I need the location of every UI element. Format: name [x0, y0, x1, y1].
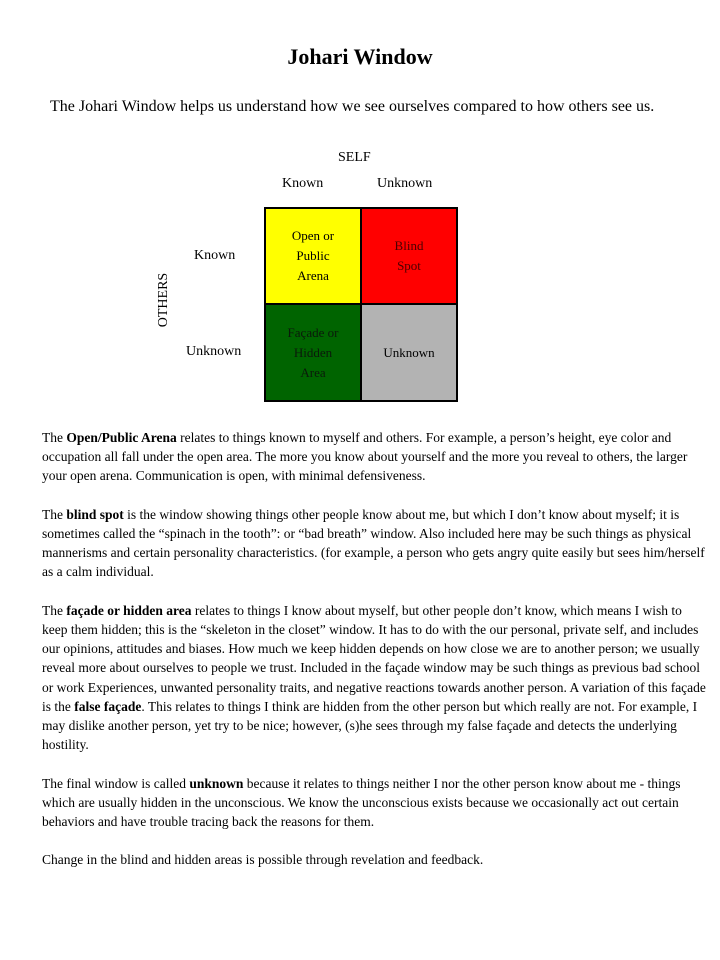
bold-term: blind spot: [66, 506, 124, 522]
paragraph-open-arena: [42, 428, 710, 486]
paragraph-blind-spot: [42, 505, 710, 582]
quadrant-label-line: Unknown: [383, 344, 435, 360]
quadrant-label-line: Area: [300, 364, 326, 380]
bold-term: unknown: [189, 775, 244, 791]
text-run: because it relates to things neither I nor the other person know about me - things which are usually hidden in the unconscious. We know the unconscious exists because we occasionally act out certain behaviors and have trouble tracing back the reasons for them.: [42, 775, 681, 830]
column-known-label: Known: [282, 176, 324, 191]
quadrant-label-line: Hidden: [293, 344, 333, 360]
bold-term: Open/Public Arena: [66, 430, 177, 445]
text-run: The: [42, 506, 67, 522]
body-text: [42, 428, 710, 889]
text-run: relates to things known to myself and others. For example, a person’s height, eye color and occupation all fall under the open area. The more you know about yourself and the more you reveal to others, the larger your open arena. Communication is open, with minimal defensiveness.: [42, 430, 688, 484]
self-axis-label: SELF: [338, 150, 371, 165]
johari-window-grid: [264, 207, 458, 402]
paragraph-closing: Change in the blind and hidden areas is possible through revelation and feedback.: [42, 852, 484, 868]
text-run: relates to things I know about myself, but other people don’t know, which means I wish to keep them hidden; this is the “skeleton in the closet” window. It has to do with the our personal, private self, and includes our opinions, attitudes and biases. How much we keep hidden depends on how close we are to another person; we usually reveal more about ourselves to people we trust. Included in the façade window may be such things as previous bad school or work Experiences, unwanted personality traits, and negative reactions towards another person. A variation of this façade is the: [42, 602, 706, 714]
paragraph-unknown: [42, 774, 710, 832]
text-run: The: [42, 602, 67, 618]
paragraph-hidden-area: [42, 601, 710, 755]
blind-spot-quadrant: [361, 208, 457, 304]
text-run: The: [42, 430, 67, 445]
row-known-label: Known: [194, 248, 236, 263]
quadrant-label-line: Spot: [397, 258, 421, 273]
quadrant-label-line: Open or: [291, 228, 335, 243]
quadrant-label-line: Blind: [394, 238, 424, 253]
bold-term: façade or hidden area: [66, 602, 192, 618]
intro-text: The Johari Window helps us understand how we see ourselves compared to how others see us.: [50, 98, 655, 115]
unknown-quadrant: [361, 304, 457, 401]
quadrant-label-line: Arena: [297, 268, 329, 283]
text-run: is the window showing things other people know about me, but which I don’t know about myself; it is sometimes called the “spinach in the tooth”: or “bad breath” window. Also included here may be such things as physical mannerisms and certain personality characteristics. (for example, a person who gets angry quite easily but sees him/herself as a calm individual.: [42, 506, 705, 580]
quadrant-label-line: Public: [296, 248, 330, 263]
text-run: The final window is called: [42, 775, 190, 791]
text-run: . This relates to things I think are hidden from the other person but which really are not. For example, I may dislike another person, yet try to be nice; however, (s)he sees through my false façade and detects the underlying hostility.: [42, 698, 698, 753]
bold-term: false façade: [74, 698, 142, 714]
hidden-area-quadrant: [265, 304, 361, 401]
open-arena-quadrant: [265, 208, 361, 304]
row-unknown-label: Unknown: [186, 344, 242, 359]
page-title: Johari Window: [287, 44, 433, 69]
column-unknown-label: Unknown: [377, 176, 433, 191]
quadrant-label-line: Façade or: [287, 324, 339, 340]
others-axis-label: OTHERS: [156, 272, 171, 328]
